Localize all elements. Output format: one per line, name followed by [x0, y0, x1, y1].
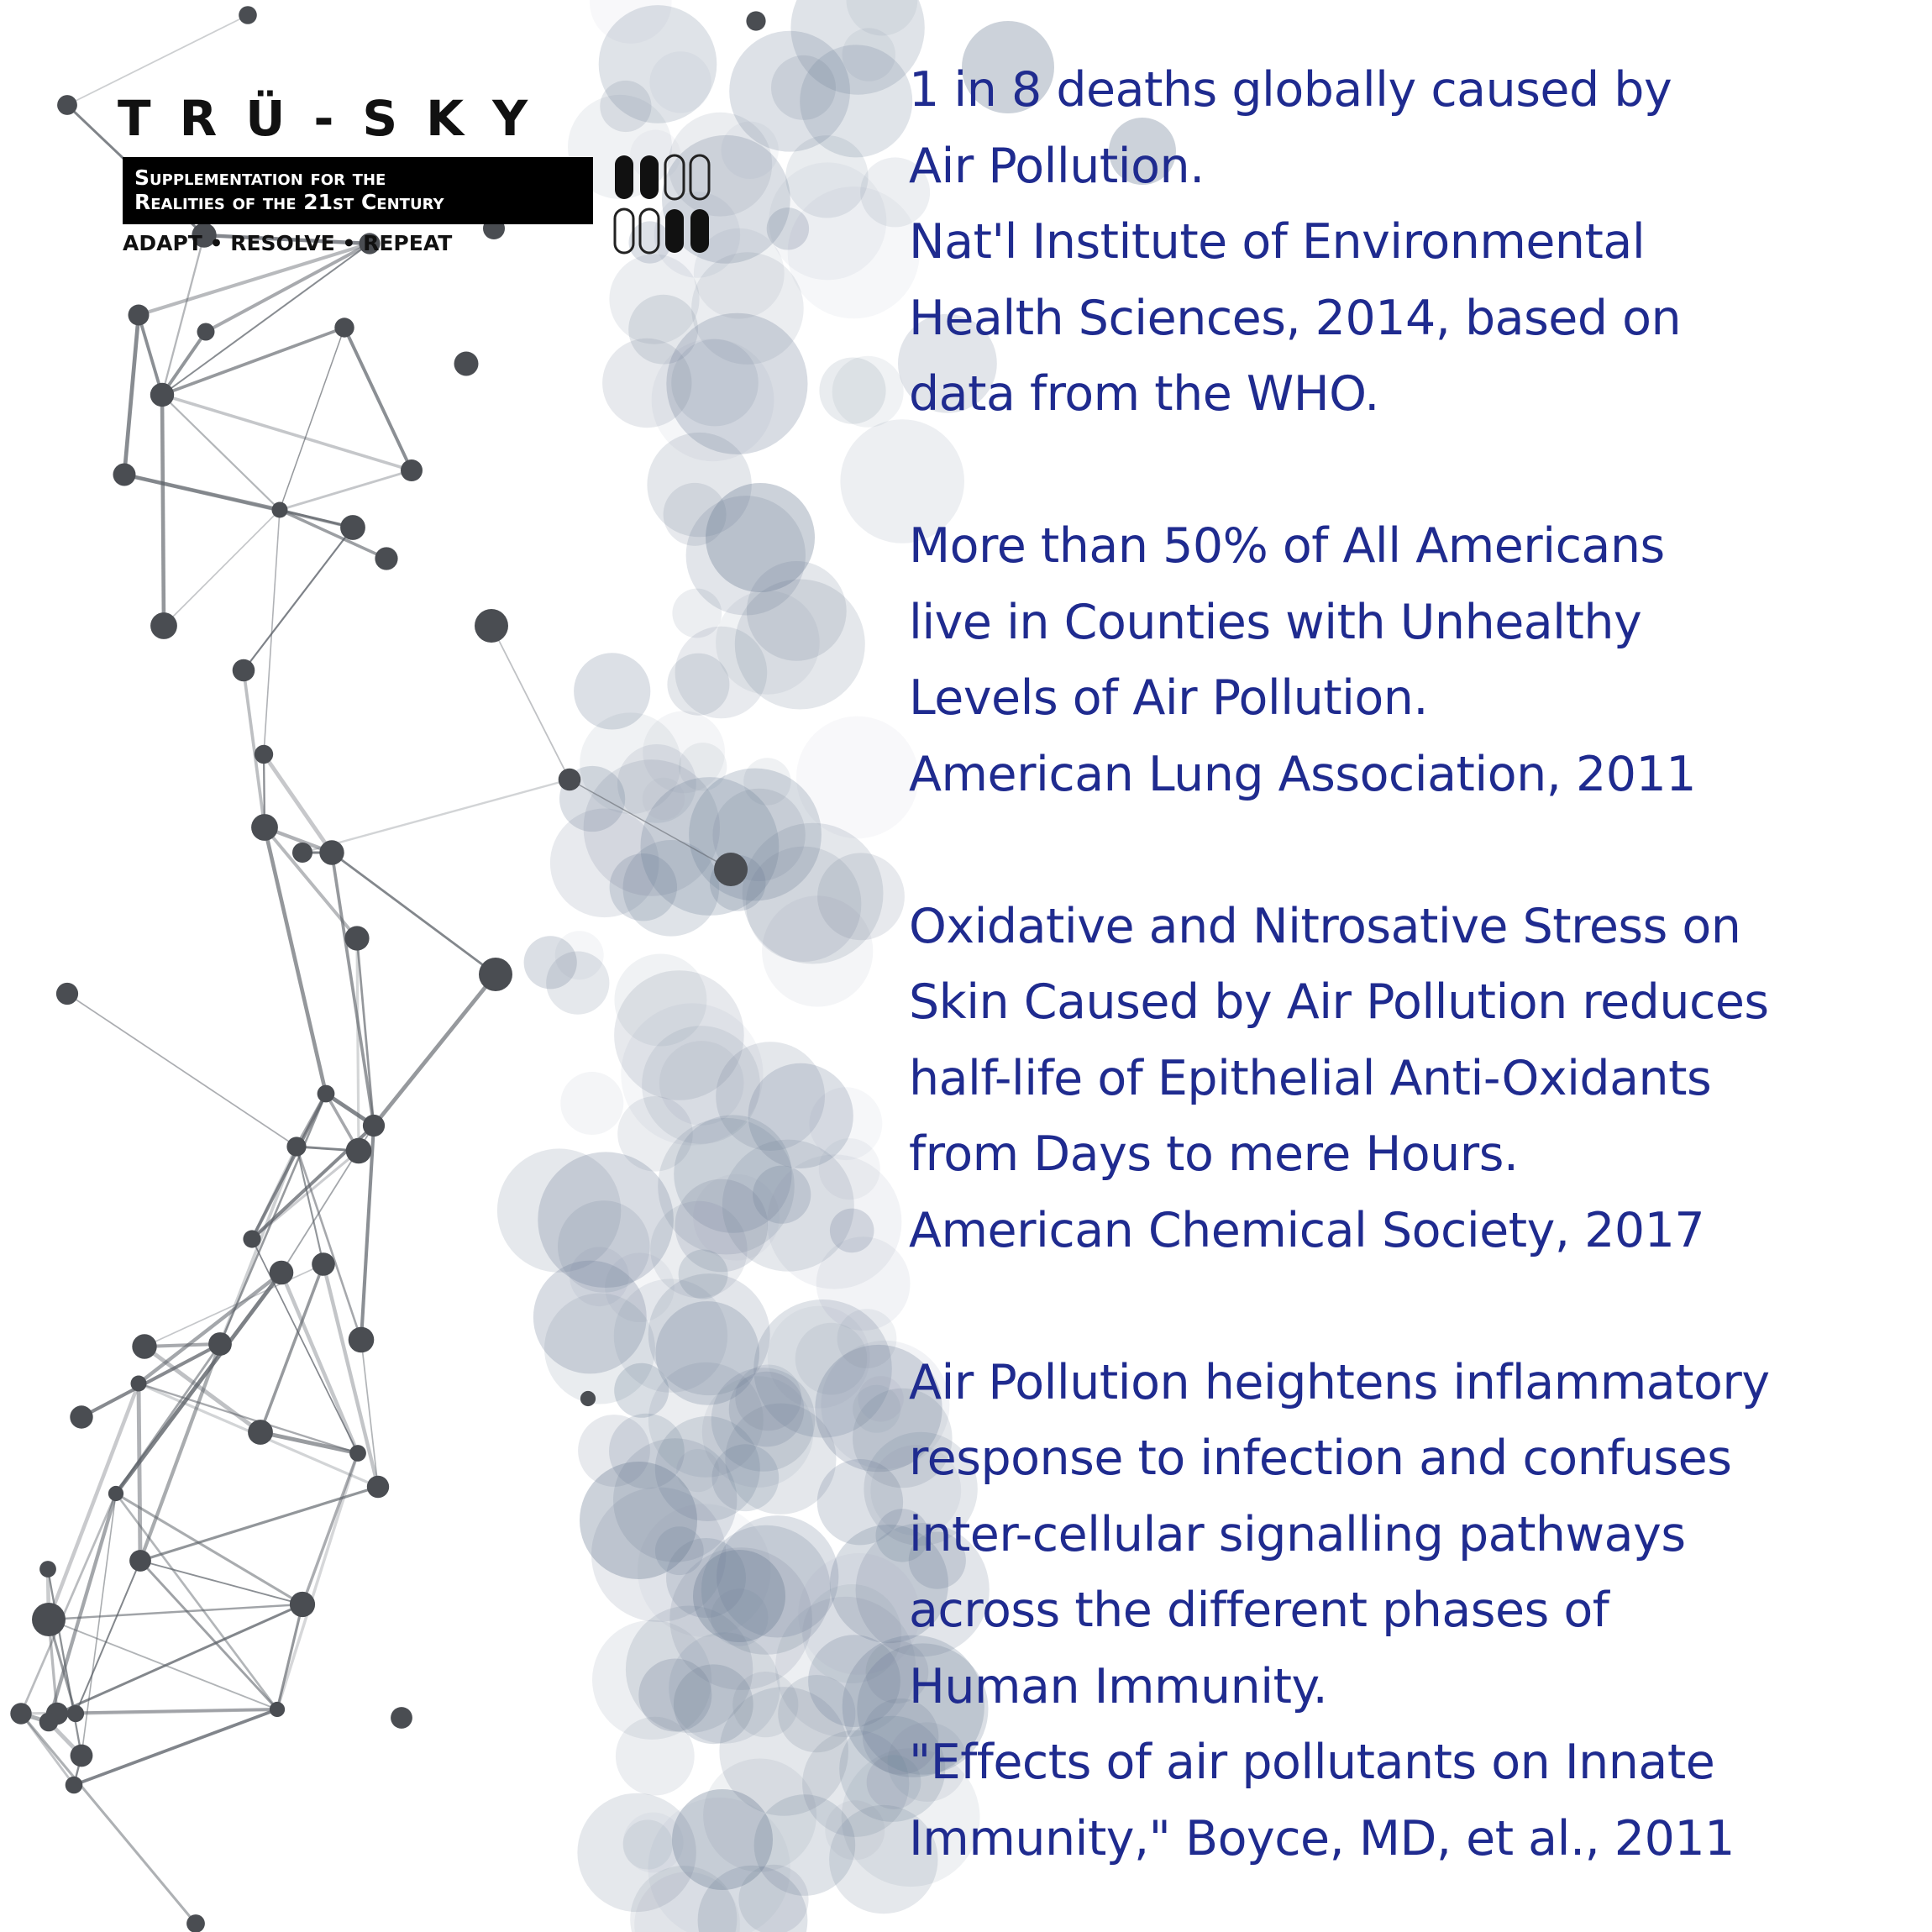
bokeh-bubble — [743, 758, 790, 805]
fact-line: Skin Caused by Air Pollution reduces — [909, 974, 1769, 1030]
network-node — [391, 1707, 412, 1729]
network-node — [349, 1445, 366, 1462]
fact-paragraph — [909, 508, 1917, 812]
network-node — [233, 659, 255, 682]
network-node — [401, 459, 423, 481]
bokeh-bubble — [672, 1789, 773, 1890]
network-link — [124, 315, 139, 475]
bokeh-bubble — [795, 1323, 868, 1395]
network-link — [361, 1340, 378, 1487]
bokeh-bubble — [560, 1072, 623, 1135]
network-node — [67, 1705, 84, 1722]
network-link — [332, 853, 374, 1126]
facts-column — [909, 52, 1917, 1877]
network-node — [10, 1703, 31, 1724]
bokeh-bubble — [693, 1550, 785, 1642]
brand-name: TRÜ-SKY — [118, 90, 557, 147]
network-node — [113, 464, 136, 486]
network-node — [150, 383, 174, 407]
fact-line: Nat'l Institute of Environmental — [909, 214, 1646, 270]
network-node — [208, 1332, 232, 1356]
network-link — [162, 235, 204, 395]
bokeh-bubble — [817, 853, 905, 940]
fact-line: More than 50% of All Americans — [909, 518, 1665, 574]
network-node — [248, 1420, 273, 1445]
network-node — [71, 1745, 93, 1767]
fact-line: Immunity," Boyce, MD, et al., 2011 — [909, 1810, 1735, 1866]
bokeh-bubble — [769, 162, 886, 280]
network-node — [270, 1702, 285, 1717]
network-node — [286, 1137, 306, 1156]
network-node — [39, 1561, 56, 1578]
network-node — [129, 1550, 151, 1572]
network-node — [746, 11, 765, 30]
network-node — [132, 1334, 156, 1358]
network-node — [186, 1914, 205, 1932]
pill-capsule-grid-icon — [612, 154, 721, 258]
network-node — [580, 1391, 596, 1406]
network-node — [318, 1085, 335, 1103]
fact-line: American Lung Association, 2011 — [909, 746, 1697, 802]
network-node — [150, 612, 177, 639]
bokeh-bubble — [580, 1462, 697, 1579]
network-link — [302, 780, 570, 853]
network-link — [280, 510, 386, 559]
network-node — [475, 609, 508, 643]
network-node — [346, 1138, 372, 1164]
network-node — [344, 926, 369, 950]
network-link — [164, 510, 280, 626]
network-node — [292, 843, 312, 863]
bokeh-bubble — [643, 711, 725, 793]
bokeh-bubble — [819, 358, 885, 424]
bokeh-bubble — [798, 1553, 920, 1675]
bokeh-bubble — [555, 931, 604, 979]
network-link — [140, 1561, 302, 1604]
network-node — [32, 1603, 66, 1636]
fact-line: half-life of Epithelial Anti-Oxidants — [909, 1050, 1712, 1106]
network-link — [277, 1604, 302, 1709]
network-link — [220, 1147, 297, 1344]
network-node — [714, 853, 748, 886]
network-node — [70, 1405, 92, 1428]
network-node — [251, 814, 278, 841]
bokeh-bubble — [810, 1087, 883, 1160]
network-node — [349, 1327, 375, 1353]
fact-paragraph — [909, 1345, 1917, 1877]
network-link — [49, 1604, 302, 1620]
fact-line: "Effects of air pollutants on Innate — [909, 1735, 1715, 1790]
network-link — [139, 315, 162, 395]
fact-line: Human Immunity. — [909, 1658, 1328, 1714]
fact-line: across the different phases of — [909, 1583, 1609, 1638]
bokeh-bubble — [570, 1247, 629, 1307]
network-link — [374, 974, 496, 1126]
network-link — [280, 470, 412, 510]
network-node — [559, 769, 581, 791]
network-link — [140, 1561, 277, 1709]
network-node — [255, 745, 273, 764]
network-link — [297, 1147, 323, 1264]
network-node — [340, 515, 365, 540]
network-link — [491, 626, 570, 780]
network-node — [56, 983, 78, 1005]
network-link — [67, 994, 297, 1147]
tagline-line-1: Supplementation for the — [134, 165, 386, 190]
network-node — [272, 502, 288, 518]
network-link — [49, 1383, 139, 1620]
network-node — [239, 6, 257, 24]
network-link — [140, 1344, 220, 1561]
network-node — [290, 1592, 315, 1617]
network-link — [277, 1453, 358, 1709]
network-link — [162, 395, 164, 626]
fact-line: response to infection and confuses — [909, 1431, 1732, 1486]
motto: ADAPT • RESOLVE • REPEAT — [123, 231, 453, 255]
fact-line: Air Pollution. — [909, 138, 1205, 194]
fact-line: live in Counties with Unhealthy — [909, 594, 1642, 650]
fact-paragraph — [909, 52, 1917, 433]
network-link — [162, 328, 344, 395]
network-node — [131, 1376, 147, 1392]
network-node — [454, 352, 479, 376]
fact-line: inter-cellular signalling pathways — [909, 1506, 1686, 1562]
network-node — [108, 1486, 123, 1501]
network-node — [270, 1261, 294, 1285]
network-node — [363, 1115, 385, 1137]
network-link — [21, 1714, 196, 1924]
network-node — [479, 958, 512, 991]
bokeh-bubble — [667, 654, 729, 716]
bokeh-bubble — [614, 954, 706, 1047]
bokeh-bubble — [691, 252, 804, 365]
fact-line: Levels of Air Pollution. — [909, 670, 1429, 726]
network-link — [265, 827, 326, 1094]
network-link — [244, 528, 353, 670]
network-node — [39, 1713, 59, 1732]
network-link — [139, 1383, 140, 1561]
tagline-box — [123, 157, 593, 224]
fact-line: data from the WHO. — [909, 366, 1379, 422]
trusky-logo — [118, 88, 722, 256]
network-link — [74, 1709, 277, 1785]
network-node — [375, 547, 397, 570]
fact-line: from Days to mere Hours. — [909, 1126, 1519, 1182]
network-link — [357, 938, 359, 1151]
network-node — [334, 318, 354, 337]
fact-paragraph — [909, 889, 1917, 1269]
bokeh-bubble — [753, 1166, 811, 1224]
network-node — [129, 305, 150, 326]
network-link — [252, 1151, 359, 1239]
network-node — [243, 1230, 260, 1247]
network-node — [319, 840, 344, 864]
fact-line: Oxidative and Nitrosative Stress on — [909, 898, 1741, 954]
network-node — [197, 323, 215, 341]
fact-line: Health Sciences, 2014, based on — [909, 290, 1682, 346]
tagline-line-2: Realities of the 21st Century — [134, 190, 444, 214]
bokeh-bubble — [706, 483, 815, 592]
network-node — [312, 1252, 335, 1276]
network-node — [367, 1476, 389, 1498]
network-link — [57, 1709, 277, 1714]
network-link — [280, 328, 344, 510]
network-node — [66, 1777, 83, 1794]
fact-line: 1 in 8 deaths globally caused by — [909, 62, 1672, 118]
network-link — [344, 328, 412, 470]
network-node — [57, 95, 77, 115]
network-link — [162, 244, 370, 395]
fact-line: American Chemical Society, 2017 — [909, 1202, 1705, 1258]
fact-line: Air Pollution heightens inflammatory — [909, 1354, 1770, 1410]
